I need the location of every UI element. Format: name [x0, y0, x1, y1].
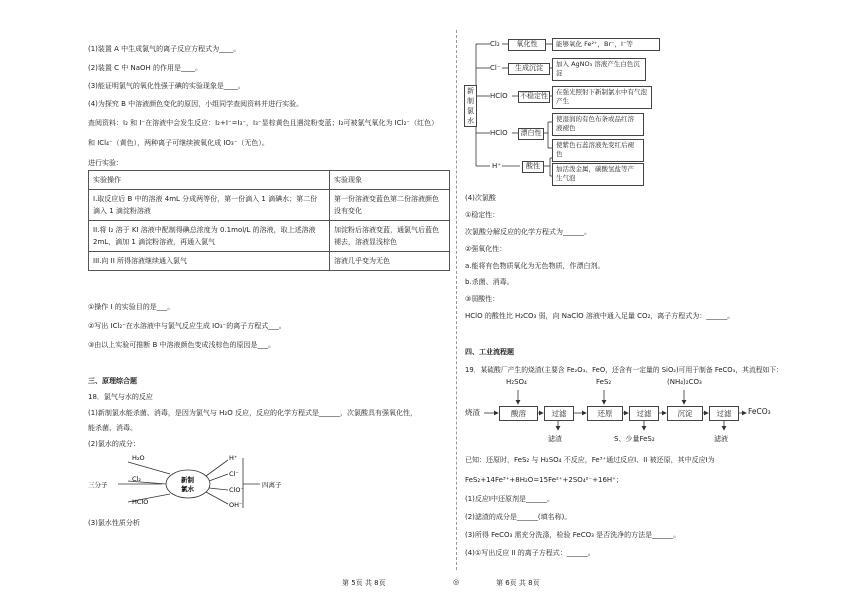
species-cl-ion: Cl⁻	[490, 64, 501, 72]
species-hclo-1: HClO	[490, 92, 508, 100]
question-19-2: (2)滤渣的成分是______(填名称)。	[465, 513, 572, 521]
table-cell: III.向 II 所得溶液继续通入氯气	[89, 252, 330, 271]
prop-unstable: 不稳定性	[518, 91, 550, 103]
question-1: (1)装置 A 中生成氯气的离子反应方程式为____。	[88, 45, 241, 53]
note-oxidizing: 能够氧化 Fe²⁺，Br⁻，I⁻等	[552, 38, 660, 51]
question-18: 18．氯气与水的反应	[88, 393, 153, 401]
table-cell: I.取反应后 B 中的溶液 4mL 分成两等份，第一份滴入 1 滴碘水；第二份 滴入 1 滴淀粉溶液	[89, 190, 330, 221]
prop-bleaching: 漂白性	[518, 128, 544, 140]
known-condition: 已知：还原时，FeS₂ 与 H₂SO₄ 不反应，Fe³⁺通过反应Ⅰ、II 被还原，其中反应Ⅰ为	[465, 456, 715, 464]
ion-cl: Cl⁻	[229, 470, 239, 478]
question-19: 19．某硫酸厂产生的烧渣(主要含 Fe₂O₃、FeO，还含有一定量的 SiO₂)可用于制备 FeCO₃，其流程如下：	[465, 366, 783, 374]
table-row	[89, 252, 450, 271]
table-cell: 加淀粉后溶液变蓝，通氯气后蓝色 褪去，溶液显浅棕色	[330, 221, 450, 252]
flow-start: 烧渣	[465, 408, 480, 417]
flow-step-filter-1: 过滤	[544, 406, 574, 421]
ion-clo: ClO⁻	[229, 486, 244, 494]
info-line-1: 查阅资料：I₂ 和 I⁻在溶液中会发生反应：I₂+I⁻=I₃⁻，I₃⁻显棕黄色且遇淀粉变蓝；I₂可被氯气氧化为 ICl₂⁻（红色）	[88, 119, 439, 127]
composition-diagram	[88, 452, 328, 514]
center-label-1: 新制	[181, 476, 194, 484]
table-cell: II.将 I₂ 溶于 KI 溶液中配制得碘总浓度为 0.1mol/L 的溶液，取上述溶液 2mL，滴加 1 滴淀粉溶液，再通入氯气	[89, 221, 330, 252]
note-precipitate: 加入 AgNO₃ 溶液产生白色沉淀	[552, 58, 646, 81]
sub-question-2: ②写出 ICl₂⁻在水溶液中与氯气反应生成 IO₃⁻的离子方程式___。	[88, 322, 286, 330]
page-number-left: 第 5页 共 8页	[342, 579, 386, 587]
flow-step-acid-dissolve: 酸溶	[499, 406, 538, 421]
page-number-right: 第 6页 共 8页	[496, 579, 540, 587]
table-header-operation: 实验操作	[89, 171, 330, 190]
sub-question-3: ③由以上实验可推断 B 中溶液颜色变成浅棕色的原因是___。	[88, 341, 276, 349]
prop-precipitate: 生成沉淀	[508, 63, 550, 75]
part-4-1: ①稳定性：	[465, 211, 500, 219]
species-cl2: Cl₂	[490, 40, 500, 48]
species-hclo-2: HClO	[490, 129, 508, 137]
part-4-2b: b.杀菌、消毒。	[465, 278, 514, 286]
molecule-h2o: H₂O	[132, 454, 145, 462]
species-h-ion: H⁺	[492, 162, 501, 170]
table-row	[89, 190, 450, 221]
sub-question-1: ①操作 I 的实验目的是___。	[88, 303, 175, 311]
note-acidic: 加活泼金属，碳酸氢盐等产生气泡	[552, 163, 644, 186]
flow-out-sulfur: S、少量FeS₂	[614, 435, 655, 443]
four-ions-label: 四离子	[262, 481, 282, 489]
question-19-1: (1)反应Ⅰ中还原剂是______。	[465, 495, 554, 503]
section-title-4: 四、工业流程题	[465, 348, 514, 356]
question-2: (2)装置 C 中 NaOH 的作用是____。	[88, 64, 203, 72]
part-4-1a: 次氯酸分解反应的化学方程式为______。	[465, 228, 591, 236]
experiment-lead: 进行实验：	[88, 159, 123, 167]
experiment-table	[88, 170, 450, 271]
info-line-2: 和 ICl₄⁻（黄色），两种离子可继续被氧化成 IO₃⁻（无色）。	[88, 139, 269, 147]
part-4: (4)次氯酸	[465, 194, 496, 202]
question-3: (3)能证明氯气的氧化性强于碘的实验现象是____。	[88, 82, 245, 90]
note-bleaching-2: 使紫色石蕊溶液先变红后褪色	[552, 139, 644, 162]
part-4-2: ②强氧化性：	[465, 245, 507, 253]
question-18-1: (1)新制氯水能杀菌、消毒，是因为氯气与 H₂O 反应，反应的化学方程式是______，次氯酸具有强氧化性，	[88, 409, 417, 417]
flow-step-precipitate: 沉淀	[667, 406, 703, 421]
question-18-1b: 能杀菌、消毒。	[88, 424, 137, 432]
flow-add-fes2: FeS₂	[596, 378, 612, 386]
center-mark: ◎	[453, 578, 460, 586]
center-label-2: 氯水	[181, 485, 194, 493]
flow-step-filter-2: 过滤	[629, 406, 659, 421]
part-4-3: ③弱酸性：	[465, 295, 500, 303]
flow-out-filtrate: 滤液	[714, 435, 728, 443]
note-unstable: 在强光照射下新制氯水中有气泡产生	[552, 86, 652, 109]
three-molecules-label: 三分子	[88, 481, 108, 489]
table-header-phenomenon: 实验现象	[330, 171, 450, 190]
part-4-2a: a.能将有色物质氧化为无色物质，作漂白剂。	[465, 262, 605, 270]
question-18-3: (3)氯水性质分析	[88, 519, 140, 527]
section-title-3: 三、原理综合题	[88, 377, 137, 385]
prop-acidic: 酸性	[522, 161, 544, 173]
table-cell: 第一份溶液变蓝色第二份溶液颜色 没有变化	[330, 190, 450, 221]
molecule-cl2: Cl₂	[132, 475, 141, 483]
table-cell: 溶液几乎变为无色	[330, 252, 450, 271]
question-19-4: (4)①写出反应 II 的离子方程式：______。	[465, 549, 595, 557]
table-row	[89, 221, 450, 252]
question-19-3: (3)所得 FeCO₃ 需充分洗涤，检验 FeCO₃ 是否洗净的方法是______。	[465, 531, 681, 539]
note-bleaching-1: 使湿润的有色布条或品红溶液褪色	[552, 113, 644, 136]
flow-end: FeCO₃	[748, 407, 771, 416]
flow-step-reduce: 还原	[587, 406, 623, 421]
table-row	[89, 171, 450, 190]
molecule-hclo: HClO	[132, 498, 149, 506]
part-4-3a: HClO 的酸性比 H₂CO₃ 弱，向 NaClO 溶液中通入足量 CO₂，离子方程式为：______。	[465, 312, 735, 320]
flow-step-filter-3: 过滤	[709, 406, 739, 421]
flow-add-h2so4: H₂SO₄	[506, 378, 527, 386]
page-divider	[456, 30, 457, 570]
flow-add-nh4-2co3: (NH₄)₂CO₃	[667, 378, 702, 386]
ion-oh: OH⁻	[229, 501, 243, 509]
question-4: (4)为探究 B 中溶液颜色变化的原因，小组同学查阅资料并进行实验。	[88, 100, 304, 108]
question-18-2: (2)氯水的成分：	[88, 440, 140, 448]
reaction-equation: FeS₂+14Fe³⁺+8H₂O=15Fe²⁺+2SO₄²⁻+16H⁺；	[465, 476, 623, 484]
prop-oxidizing: 氧化性	[508, 39, 546, 51]
ion-h: H⁺	[229, 454, 238, 462]
root-new-chlorine-water: 新制氯水	[464, 85, 477, 127]
flow-out-residue: 滤渣	[548, 435, 562, 443]
